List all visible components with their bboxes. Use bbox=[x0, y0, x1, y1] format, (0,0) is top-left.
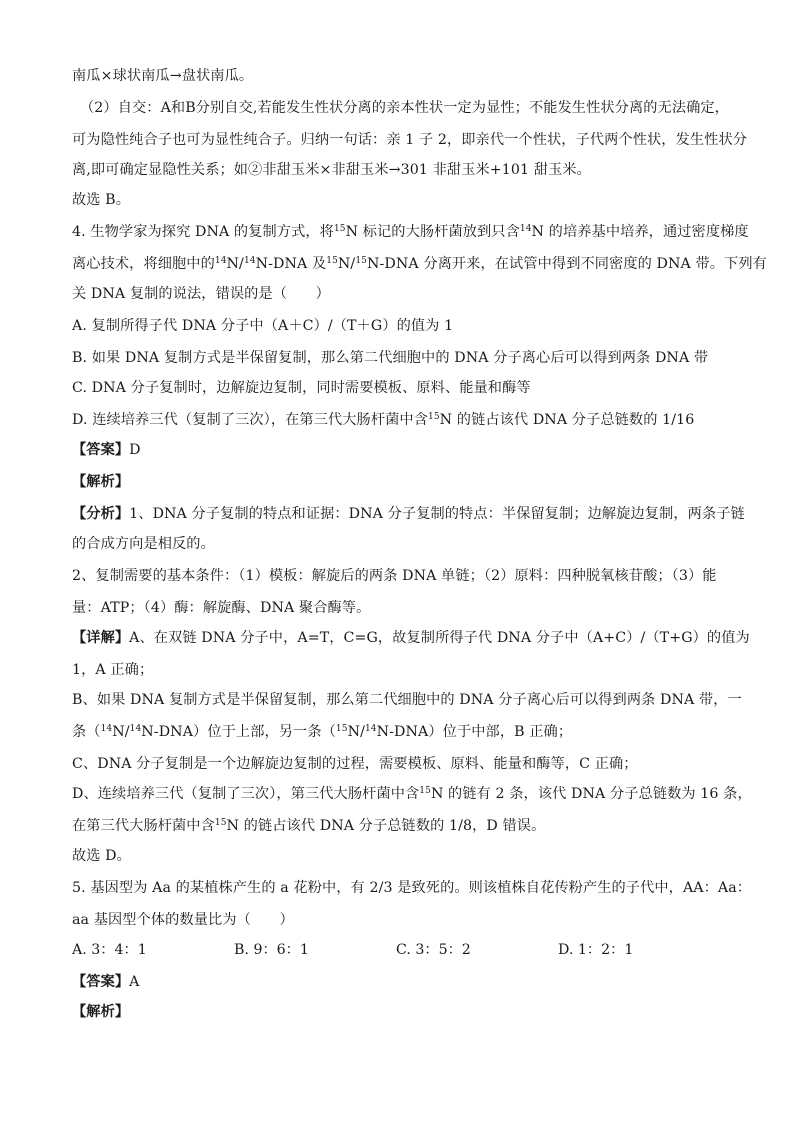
detail-line: C、DNA 分子复制是一个边解旋边复制的过程，需要模板、原料、能量和酶等，C 正确； bbox=[72, 756, 638, 772]
text-line: （2）自交：A和B分别自交,若能发生性状分离的亲本性状一定为显性；不能发生性状分离的无法确定， bbox=[80, 100, 729, 116]
option-c: C. DNA 分子复制时，边解旋边复制，同时需要模板、原料、能量和酶等 bbox=[72, 380, 531, 396]
detail-line: B、如果 DNA 复制方式是半保留复制，那么第二代细胞中的 DNA 分子离心后可以得到两条 DNA 带，一 bbox=[72, 692, 742, 708]
analysis-line: 【分析】1、DNA 分子复制的特点和证据：DNA 分子复制的特点：半保留复制；边解旋边复制，两条子链 bbox=[72, 506, 745, 522]
detail-line: D、连续培养三代（复制了三次），第三代大肠杆菌中含$^{15}$N 的链有 2 条，该代 DNA 分子总链数为 16 条， bbox=[72, 786, 752, 802]
detail-line: 在第三代大肠杆菌中含$^{15}$N 的链占该代 DNA 分子总链数的 1/8，D 错误。 bbox=[72, 818, 546, 834]
detail-line: 【详解】A、在双链 DNA 分子中，A=T，C=G，故复制所得子代 DNA 分子中（A+C）/（T+G）的值为 bbox=[72, 630, 750, 646]
text-line: 离,即可确定显隐性关系；如②非甜玉米×非甜玉米→301 非甜玉米+101 甜玉米。 bbox=[72, 162, 591, 178]
analysis-line: 的合成方向是相反的。 bbox=[72, 536, 215, 552]
detail-line: 条（$^{14}$N/$^{14}$N-DNA）位于上部，另一条（$^{15}$N/$^{14}$N-DNA）位于中部，B 正确； bbox=[72, 724, 573, 740]
text-line: 故选 B。 bbox=[72, 192, 130, 208]
detail-line: 1，A 正确； bbox=[72, 662, 154, 678]
answer-label: 【答案】 bbox=[72, 442, 130, 458]
option-b: B. 如果 DNA 复制方式是半保留复制，那么第二代细胞中的 DNA 分子离心后可以得到两条 DNA 带 bbox=[72, 350, 709, 366]
question-4-stem-line2: 离心技术，将细胞中的$^{14}$N/$^{14}$N-DNA 及$^{15}$N/$^{15}$N-DNA 分离开来，在试管中得到不同密度的 DNA 带。下列有 bbox=[72, 256, 767, 272]
option-d: D. 连续培养三代（复制了三次），在第三代大肠杆菌中含$^{15}$N 的链占该代 DNA 分子总链数的 1/16 bbox=[72, 412, 695, 428]
option-c: C. 3：5：2 bbox=[396, 942, 471, 958]
conclusion-line: 故选 D。 bbox=[72, 848, 131, 864]
text-line: 南瓜×球状南瓜→盘状南瓜。 bbox=[72, 68, 254, 84]
analysis-line: 2、复制需要的基本条件：（1）模板：解旋后的两条 DNA 单链；（2）原料：四种脱氧核苷酸；（3）能 bbox=[72, 568, 717, 584]
xiangjie-label: 【详解】 bbox=[72, 630, 130, 646]
option-a: A. 3：4：1 bbox=[72, 942, 147, 958]
analysis-line: 量：ATP；（4）酶：解旋酶、DNA 聚合酶等。 bbox=[72, 600, 371, 616]
option-d: D. 1：2：1 bbox=[558, 942, 634, 958]
answer-line: 【答案】A bbox=[72, 974, 140, 990]
option-b: B. 9：6：1 bbox=[234, 942, 309, 958]
analysis-label: 【解析】 bbox=[72, 474, 130, 490]
answer-label: 【答案】 bbox=[72, 974, 130, 990]
analysis-label: 【解析】 bbox=[72, 1004, 130, 1020]
text-line: 可为隐性纯合子也可为显性纯合子。归纳一句话：亲 1 子 2，即亲代一个性状，子代两个性状，发生性状分 bbox=[72, 132, 748, 148]
option-a: A. 复制所得子代 DNA 分子中（A＋C）/（T＋G）的值为 1 bbox=[72, 318, 454, 334]
answer-line: 【答案】D bbox=[72, 442, 141, 458]
fenxi-label: 【分析】 bbox=[72, 506, 130, 522]
question-5-stem-line1: 5. 基因型为 Aa 的某植株产生的 a 花粉中，有 2/3 是致死的。则该植株自花传粉产生的子代中，AA：Aa： bbox=[72, 880, 752, 896]
question-4-stem-line1: 4. 生物学家为探究 DNA 的复制方式，将$^{15}$N 标记的大肠杆菌放到只含$^{14}$N 的培养基中培养，通过密度梯度 bbox=[72, 224, 749, 240]
question-5-stem-line2: aa 基因型个体的数量比为（ ） bbox=[72, 912, 294, 928]
question-4-stem-line3: 关 DNA 复制的说法，错误的是（ ） bbox=[72, 286, 330, 302]
